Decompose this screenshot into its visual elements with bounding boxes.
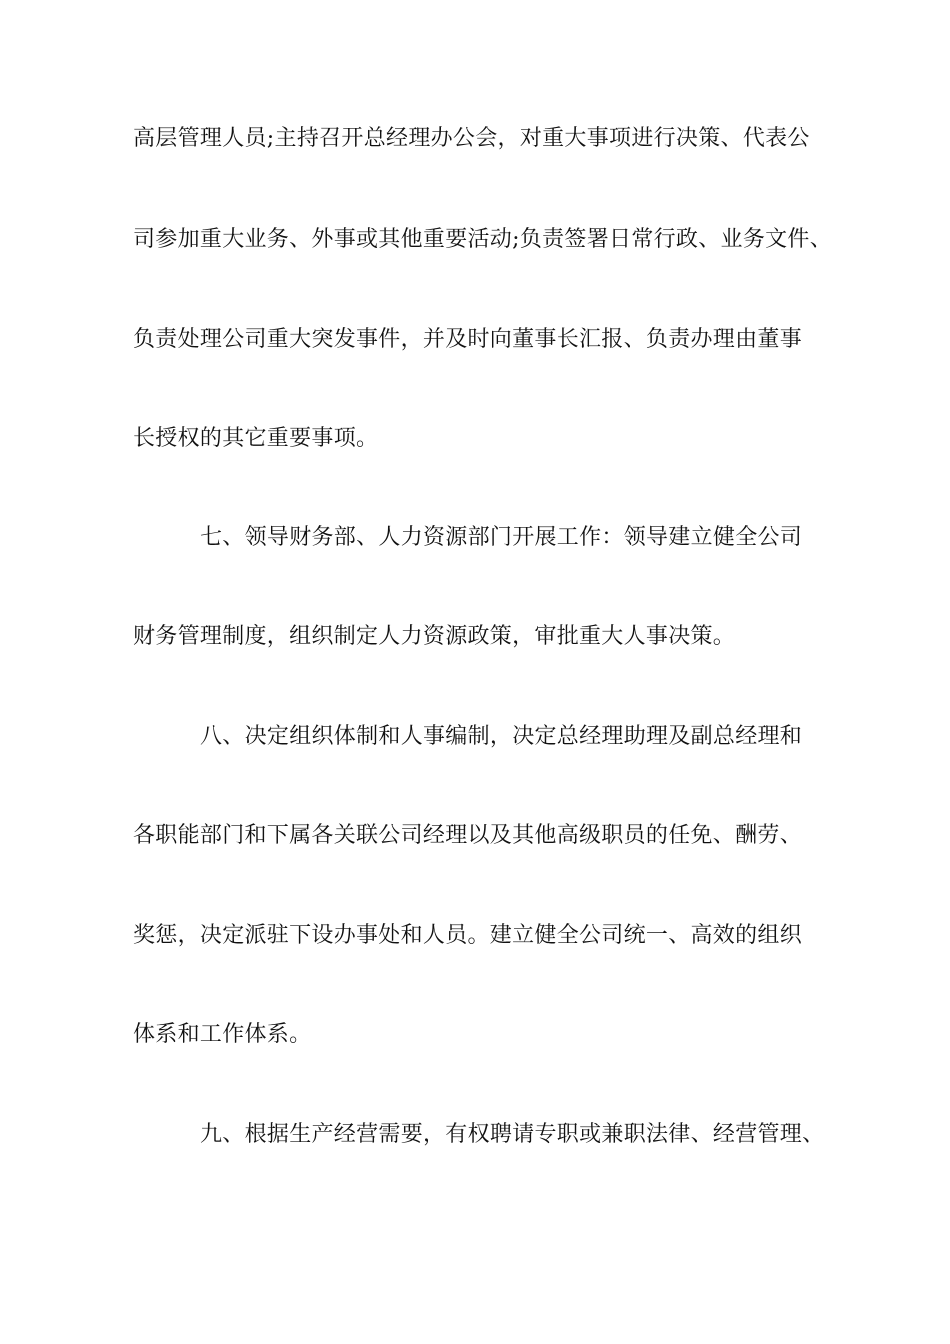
text-line: 长授权的其它重要事项。 bbox=[133, 426, 379, 451]
text-line: 各职能部门和下属各关联公司经理以及其他高级职员的任免、酬劳、 bbox=[133, 823, 803, 848]
text-line: 体系和工作体系。 bbox=[133, 1022, 312, 1047]
text-line: 司参加重大业务、外事或其他重要活动;负责签署日常行政、业务文件、 bbox=[133, 227, 833, 252]
text-line: 奖惩，决定派驻下设办事处和人员。建立健全公司统一、高效的组织 bbox=[133, 923, 803, 948]
text-line: 负责处理公司重大突发事件，并及时向董事长汇报、负责办理由董事 bbox=[133, 327, 803, 352]
text-line: 财务管理制度，组织制定人力资源政策，审批重大人事决策。 bbox=[133, 624, 736, 649]
text-line: 高层管理人员;主持召开总经理办公会，对重大事项进行决策、代表公 bbox=[133, 126, 810, 151]
paragraph-seven-start: 七、领导财务部、人力资源部门开展工作：领导建立健全公司 bbox=[200, 525, 803, 550]
paragraph-nine-start: 九、根据生产经营需要，有权聘请专职或兼职法律、经营管理、 bbox=[200, 1122, 825, 1147]
paragraph-eight-start: 八、决定组织体制和人事编制，决定总经理助理及副总经理和 bbox=[200, 724, 803, 749]
